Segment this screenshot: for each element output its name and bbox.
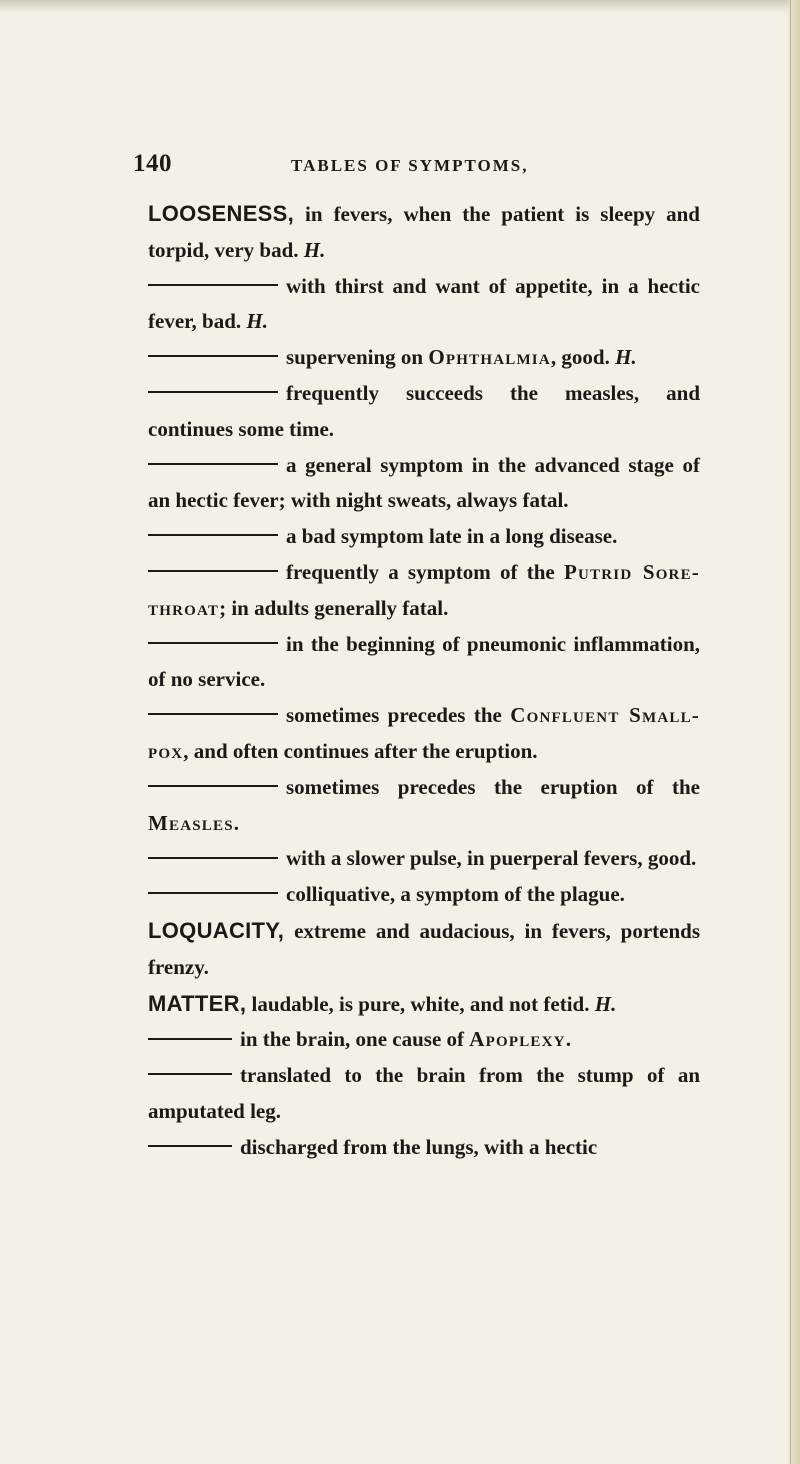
entry-looseness (148, 196, 700, 269)
sub-entry (148, 841, 700, 877)
sub-entry (148, 1130, 700, 1166)
sub-entry-text: a general symptom in the advanced stage of an hectic fever; with night sweats, always fatal. (148, 452, 700, 513)
entry-heading: LOOSENESS, (148, 201, 295, 226)
disease-name: Measles (148, 810, 234, 835)
page-gutter (786, 0, 800, 1464)
sub-entry-text: colliquative, a symptom of the plague. (286, 882, 625, 907)
disease-name: Putrid Sore-throat (148, 559, 700, 620)
sub-entry-text: with thirst and want of appetite, in a hectic fever, bad. (148, 273, 700, 334)
disease-name: Apoplexy (469, 1027, 566, 1052)
entry-loquacity (148, 913, 700, 986)
ditto-rule (148, 642, 278, 644)
sub-entry-text: in the brain, one cause of (240, 1027, 470, 1052)
page-body (148, 196, 700, 1166)
disease-name: Confluent Small-pox (148, 703, 700, 763)
sub-entry-text: frequently succeeds the measles, and continues some time. (148, 380, 700, 441)
sub-entry (148, 555, 700, 627)
ditto-rule (148, 355, 278, 357)
entry-reference: H. (303, 237, 326, 262)
ditto-rule (148, 857, 278, 859)
ditto-rule (148, 785, 278, 787)
ditto-rule (148, 1073, 232, 1075)
entry-reference: H. (594, 991, 617, 1016)
entry-heading: MATTER, (148, 990, 247, 1016)
sub-entry-text: ; in adults generally fatal. (219, 595, 449, 620)
sub-entry-text: supervening on (286, 345, 429, 370)
sub-entry (148, 627, 700, 699)
sub-entry (148, 770, 700, 842)
entry-reference: H. (615, 345, 637, 370)
entry-heading: LOQUACITY, (148, 917, 285, 943)
sub-entry-text: translated to the brain from the stump of an amputated leg. (148, 1063, 700, 1123)
sub-entry (148, 448, 700, 520)
sub-entry-text: , and often continues after the eruption. (183, 738, 538, 763)
ditto-rule (148, 713, 278, 715)
entry-text: in fevers, when the patient is sleepy and torpid, very bad. (148, 202, 700, 262)
sub-entry-text: sometimes precedes the (286, 703, 511, 728)
sub-entry-text: sometimes precedes the eruption of the (286, 774, 700, 799)
sub-entry (148, 519, 700, 555)
ditto-rule (148, 463, 278, 465)
ditto-rule (148, 570, 278, 572)
sub-entry-text: , good. (550, 345, 616, 370)
sub-entry-text: a bad symptom late in a long disease. (286, 524, 618, 549)
ditto-rule (148, 1038, 232, 1040)
sub-entry-text: frequently a symptom of the (286, 559, 564, 584)
sub-entry-text: . (233, 810, 240, 835)
ditto-rule (148, 534, 278, 536)
sub-entry-text: . (565, 1027, 571, 1052)
sub-entry (148, 269, 700, 341)
sub-entry-text: with a slower pulse, in puerperal fevers, good. (286, 846, 697, 871)
sub-entry (148, 376, 700, 448)
entry-matter (148, 986, 700, 1023)
page-top-shadow (0, 0, 800, 14)
ditto-rule (148, 1145, 232, 1147)
sub-entry (148, 877, 700, 913)
entry-reference: H. (246, 309, 268, 334)
ditto-rule (148, 391, 278, 393)
sub-entry (148, 1022, 700, 1058)
running-head: TABLES OF SYMPTOMS, (291, 156, 529, 175)
ditto-rule (148, 284, 278, 286)
sub-entry-text: discharged from the lungs, with a hectic (240, 1134, 598, 1159)
gutter-edge-line (790, 0, 791, 1464)
sub-entry-text: in the beginning of pneumonic inflammation, of no service. (148, 631, 700, 692)
entry-text: laudable, is pure, white, and not fetid. (246, 991, 595, 1016)
entry-text: extreme and audacious, in fevers, portends frenzy. (148, 918, 700, 979)
ditto-rule (148, 892, 278, 894)
disease-name: Ophthalmia (428, 345, 551, 370)
sub-entry (148, 1058, 700, 1130)
sub-entry (148, 698, 700, 770)
sub-entry (148, 340, 700, 376)
page-number: 140 (133, 150, 172, 177)
